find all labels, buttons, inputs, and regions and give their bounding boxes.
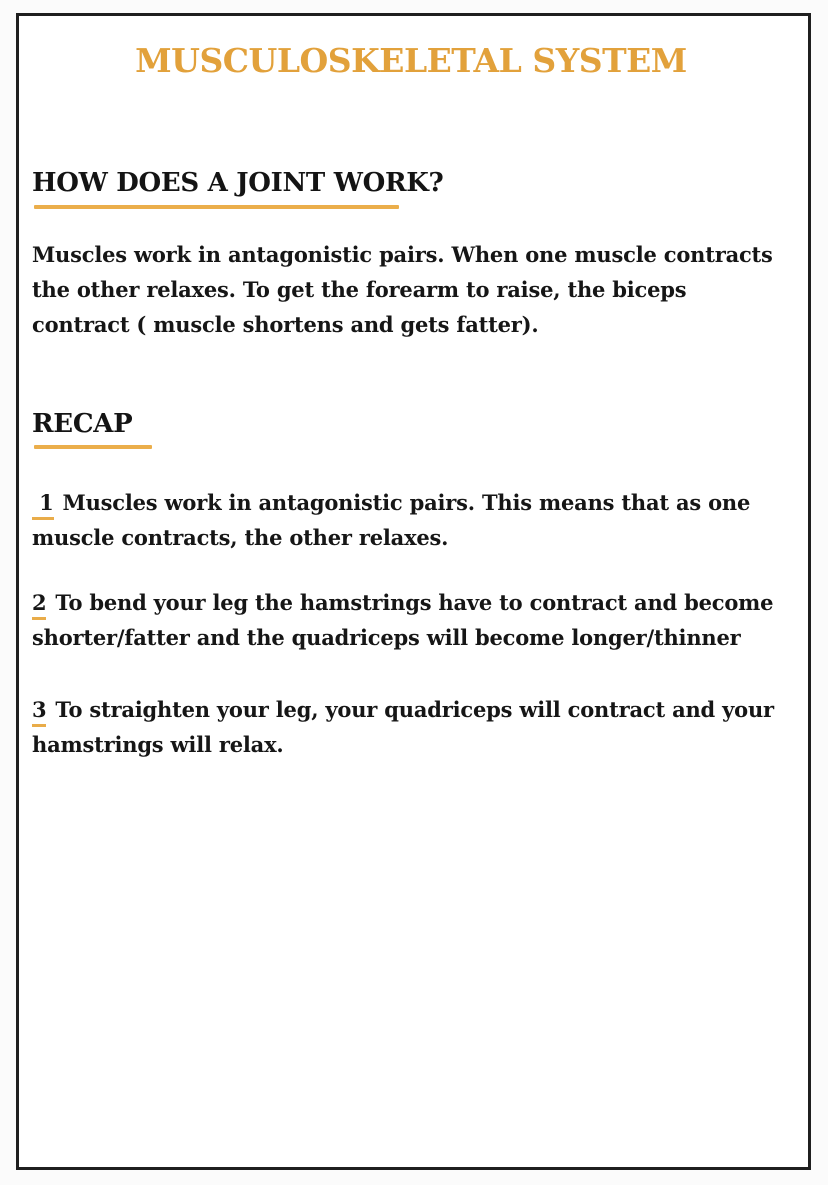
section-recap	[32, 408, 790, 762]
joint-heading-underline	[34, 205, 399, 209]
joint-section-paragraph: Muscles work in antagonistic pairs. When one muscle contracts the other relaxes. To get the forearm to raise, the biceps contract ( muscle shortens and gets fatter).	[32, 242, 773, 337]
page-title: MUSCULOSKELETAL SYSTEM	[135, 41, 687, 80]
recap-item	[32, 692, 790, 762]
recap-item	[32, 485, 790, 555]
recap-item	[32, 585, 790, 655]
section-how-does-a-joint-work	[32, 167, 790, 342]
recap-item-text: To straighten your leg, your quadriceps will contract and your hamstrings will relax.	[32, 697, 774, 757]
document-page	[16, 13, 811, 1170]
recap-heading: RECAP	[32, 409, 133, 439]
recap-item-number: 1	[32, 489, 54, 520]
recap-item-text: Muscles work in antagonistic pairs. This means that as one muscle contracts, the other relaxes.	[32, 490, 751, 550]
recap-item-number: 2	[32, 589, 46, 620]
recap-item-number: 3	[32, 696, 46, 727]
recap-item-text: To bend your leg the hamstrings have to contract and become shorter/fatter and the quadriceps will become longer/thinner	[32, 590, 774, 650]
recap-heading-underline	[34, 445, 152, 449]
joint-section-heading: HOW DOES A JOINT WORK?	[32, 168, 444, 198]
